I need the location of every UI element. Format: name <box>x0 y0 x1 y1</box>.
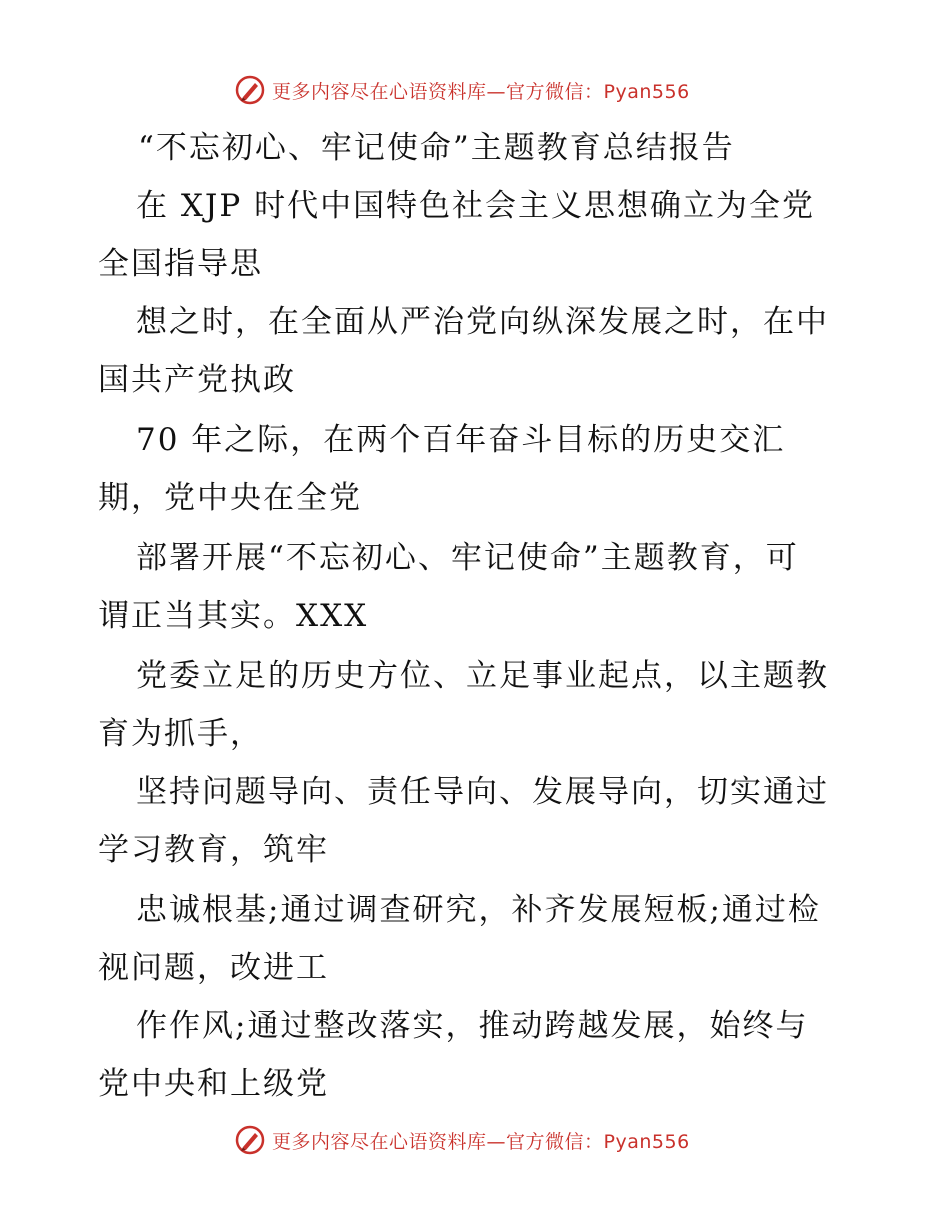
pen-logo-icon <box>234 1124 266 1156</box>
paragraph-line: 育为抓手， <box>98 716 263 752</box>
paragraph-line: 谓正当其实。XXX <box>98 598 369 634</box>
paragraph-line: 党中央和上级党 <box>98 1066 329 1102</box>
paragraph-line: 视问题，改进工 <box>98 950 329 986</box>
paragraph-line: 全国指导思 <box>98 246 263 282</box>
paragraph-line: 学习教育，筑牢 <box>98 832 329 868</box>
paragraph-line: 想之时，在全面从严治党向纵深发展之时，在中 <box>136 304 829 340</box>
paragraph-line: 期，党中央在全党 <box>98 480 362 516</box>
paragraph-line: 在 XJP 时代中国特色社会主义思想确立为全党 <box>136 188 816 224</box>
paragraph-line: 70 年之际，在两个百年奋斗目标的历史交汇 <box>136 422 786 458</box>
paragraph-line: 坚持问题导向、责任导向、发展导向，切实通过 <box>136 774 829 810</box>
watermark-text: 更多内容尽在心语资料库—官方微信：Pyan556 <box>272 1130 690 1153</box>
paragraph-line: 忠诚根基;通过调查研究，补齐发展短板;通过检 <box>136 892 821 928</box>
document-title: “不忘初心、牢记使命”主题教育总结报告 <box>138 130 735 166</box>
paragraph-line: 作作风;通过整改落实，推动跨越发展，始终与 <box>136 1008 809 1044</box>
paragraph-line: 部署开展“不忘初心、牢记使命”主题教育，可 <box>136 540 799 576</box>
paragraph-line: 国共产党执政 <box>98 362 296 398</box>
header-watermark-banner <box>234 72 690 108</box>
paragraph-line: 党委立足的历史方位、立足事业起点，以主题教 <box>136 658 829 694</box>
footer-watermark-banner <box>234 1122 690 1158</box>
pen-logo-icon <box>234 74 266 106</box>
watermark-text: 更多内容尽在心语资料库—官方微信：Pyan556 <box>272 80 690 103</box>
